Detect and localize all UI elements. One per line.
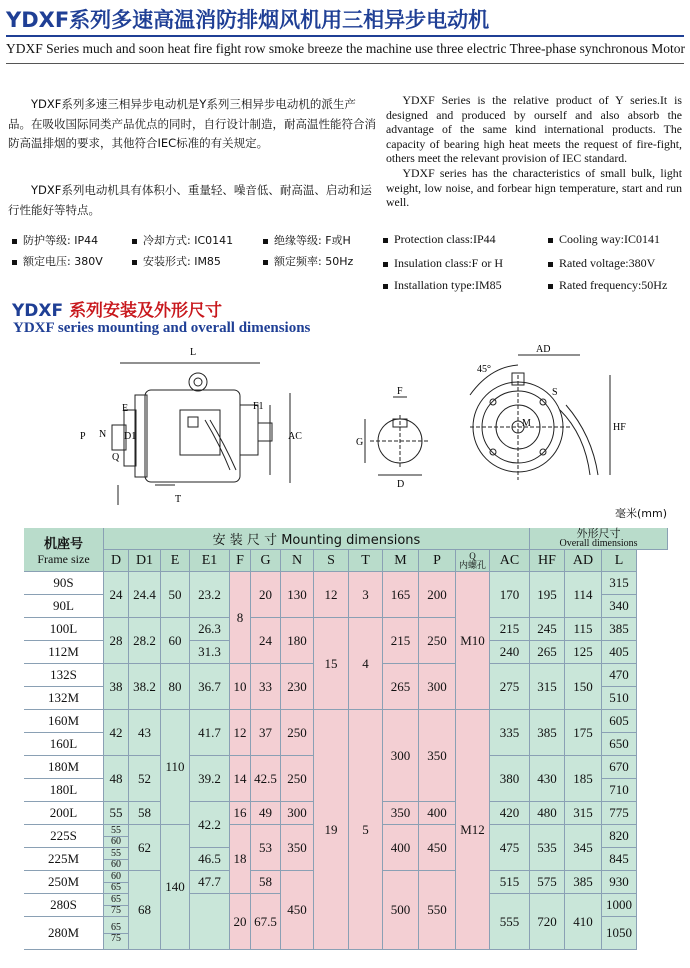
cell-d: 48 xyxy=(104,756,129,802)
title-en: YDXF Series much and soon heat fire fight row smoke breeze the machine use three electric Three-phase synchronous Motor xyxy=(6,41,686,56)
header-col-d: D xyxy=(104,550,129,572)
cell-g: 24 xyxy=(251,618,281,664)
frame-size-160m: 160M xyxy=(24,710,104,733)
cell-hf: 315 xyxy=(530,664,565,710)
cell-p: 450 xyxy=(419,825,456,871)
cell-l: 405 xyxy=(602,641,637,664)
label-M: M xyxy=(522,418,531,429)
cell-ad: 115 xyxy=(565,618,602,641)
label-HF: HF xyxy=(613,422,626,433)
header-frame xyxy=(24,528,104,572)
label-D1: D1 xyxy=(124,431,137,442)
cell-ac: 240 xyxy=(490,641,530,664)
cell-e1: 36.7 xyxy=(190,664,230,710)
spec-text: Cooling way:IC0141 xyxy=(559,232,660,246)
cell-n: 250 xyxy=(281,710,314,756)
cell-f: 20 xyxy=(230,894,251,950)
frame-size-280m: 280M xyxy=(24,917,104,950)
title-rule xyxy=(6,35,684,37)
header-col-q-sub: 内螺孔 xyxy=(458,559,486,570)
cell-d-sub: 60 xyxy=(111,858,121,870)
frame-size-250m: 250M xyxy=(24,871,104,894)
spec-text: 额定频率: 50Hz xyxy=(274,255,354,268)
cell-hf: 265 xyxy=(530,641,565,664)
cell-p: 550 xyxy=(419,871,456,950)
cell-ac: 380 xyxy=(490,756,530,802)
cell-d-split xyxy=(104,848,129,871)
cell-l: 710 xyxy=(602,779,637,802)
header-col-q xyxy=(456,550,490,572)
cell-d-split xyxy=(104,917,129,950)
cell-e: 80 xyxy=(161,664,190,710)
cell-d-split xyxy=(104,825,129,848)
cell-l: 315 xyxy=(602,572,637,595)
cell-p: 400 xyxy=(419,802,456,825)
label-G: G xyxy=(356,437,364,448)
cell-ad: 114 xyxy=(565,572,602,618)
cell-d1: 38.2 xyxy=(129,664,161,710)
label-E: E xyxy=(122,403,129,414)
cell-n: 300 xyxy=(281,802,314,825)
cell-l: 470 xyxy=(602,664,637,687)
intro-en-2: YDXF series has the characteristics of small bulk, light weight, low noise, and forbear hign temperature, start and run well. xyxy=(386,165,682,210)
spec-cn-voltage xyxy=(12,253,103,269)
header-frame-cn: 机座号 xyxy=(43,536,83,552)
header-col-p: P xyxy=(419,550,456,572)
cell-e1-empty xyxy=(190,894,230,950)
spec-en-protection xyxy=(383,232,496,247)
side-view-drawing xyxy=(112,363,290,505)
frame-size-132m: 132M xyxy=(24,687,104,710)
subtitle-rule xyxy=(6,63,684,64)
frame-size-180m: 180M xyxy=(24,756,104,779)
dimension-drawings xyxy=(0,335,690,505)
header-frame-en: Frame size xyxy=(37,551,90,566)
cell-ac: 555 xyxy=(490,894,530,950)
intro-cn-1: YDXF系列多速三相异步电动机是Y系列三相异步电动机的派生产品。在吸收国际同类产品优点的同时，自行设计制造，耐高温性能符合消防高温排烟的要求，其他符合IEC标准的有关规定。 xyxy=(8,97,376,150)
cell-hf: 195 xyxy=(530,572,565,618)
cell-g: 53 xyxy=(251,825,281,871)
cell-t: 3 xyxy=(349,572,383,618)
cell-f: 8 xyxy=(230,572,251,664)
cell-hf: 385 xyxy=(530,710,565,756)
cell-e1: 42.2 xyxy=(190,802,230,848)
frame-size-90s: 90S xyxy=(24,572,104,595)
spec-cn-protection xyxy=(12,232,98,248)
spec-cn-insulation xyxy=(263,232,351,248)
header-overall xyxy=(530,528,668,550)
cell-g: 42.5 xyxy=(251,756,281,802)
header-col-e1: E1 xyxy=(190,550,230,572)
header-overall-cn: 外形尺寸 xyxy=(576,526,621,540)
cell-hf: 720 xyxy=(530,894,565,950)
cell-s: 15 xyxy=(314,618,349,710)
cell-d-sub: 65 xyxy=(111,881,121,893)
cell-l: 385 xyxy=(602,618,637,641)
header-overall-en: Overall dimensions xyxy=(559,537,638,549)
cell-g: 33 xyxy=(251,664,281,710)
header-col-f: F xyxy=(230,550,251,572)
cell-e: 140 xyxy=(161,825,190,950)
cell-ad: 315 xyxy=(565,802,602,825)
cell-ad: 150 xyxy=(565,664,602,710)
cell-m: 300 xyxy=(383,710,419,802)
cell-p: 350 xyxy=(419,710,456,802)
frame-size-200l: 200L xyxy=(24,802,104,825)
spec-en-voltage xyxy=(548,256,655,271)
frame-size-180l: 180L xyxy=(24,779,104,802)
cell-l: 845 xyxy=(602,848,637,871)
label-angle: 45° xyxy=(477,364,491,375)
cell-ac: 515 xyxy=(490,871,530,894)
spec-text: 绝缘等级: F或H xyxy=(274,234,351,247)
header-col-m: M xyxy=(383,550,419,572)
spec-text: 冷却方式: IC0141 xyxy=(143,234,234,247)
cell-d-sub: 65 xyxy=(104,895,128,906)
cell-d-sub: 55 xyxy=(104,826,128,837)
cell-g: 37 xyxy=(251,710,281,756)
cell-f: 12 xyxy=(230,710,251,756)
cell-d-sub: 55 xyxy=(104,849,128,860)
cell-d1: 28.2 xyxy=(129,618,161,664)
cell-m: 265 xyxy=(383,664,419,710)
cell-ac: 275 xyxy=(490,664,530,710)
cell-e1: 46.5 xyxy=(190,848,230,871)
header-col-s: S xyxy=(314,550,349,572)
spec-cn-mounting xyxy=(132,253,221,269)
cell-m: 500 xyxy=(383,871,419,950)
spec-text: Protection class:IP44 xyxy=(394,232,496,246)
cell-g: 49 xyxy=(251,802,281,825)
label-T: T xyxy=(175,494,182,505)
label-Q: Q xyxy=(112,452,120,463)
cell-l: 1000 xyxy=(602,894,637,917)
header-col-t: T xyxy=(349,550,383,572)
label-L: L xyxy=(190,347,197,358)
cell-d-sub: 75 xyxy=(111,932,121,944)
frame-size-280s: 280S xyxy=(24,894,104,917)
header-col-n: N xyxy=(281,550,314,572)
cell-hf: 535 xyxy=(530,825,565,871)
cell-f: 18 xyxy=(230,825,251,894)
cell-g: 67.5 xyxy=(251,894,281,950)
cell-p: 300 xyxy=(419,664,456,710)
cell-p: 250 xyxy=(419,618,456,664)
frame-size-225s: 225S xyxy=(24,825,104,848)
header-mounting: 安 装 尺 寸 Mounting dimensions xyxy=(104,528,530,550)
cell-t: 4 xyxy=(349,618,383,710)
cell-p: 200 xyxy=(419,572,456,618)
cell-f: 14 xyxy=(230,756,251,802)
cell-l: 605 xyxy=(602,710,637,733)
cell-ad: 410 xyxy=(565,894,602,950)
cell-n: 250 xyxy=(281,756,314,802)
cell-n: 230 xyxy=(281,664,314,710)
frame-size-90l: 90L xyxy=(24,595,104,618)
cell-hf: 430 xyxy=(530,756,565,802)
header-col-e: E xyxy=(161,550,190,572)
cell-hf: 480 xyxy=(530,802,565,825)
cell-m: 215 xyxy=(383,618,419,664)
header-col-g: G xyxy=(251,550,281,572)
cell-d1: 62 xyxy=(129,825,161,871)
cell-e1: 26.3 xyxy=(190,618,230,641)
cell-d: 28 xyxy=(104,618,129,664)
label-F: F xyxy=(397,386,403,397)
cell-q: M12 xyxy=(456,710,490,950)
cell-ad: 185 xyxy=(565,756,602,802)
cell-n: 180 xyxy=(281,618,314,664)
cell-m: 400 xyxy=(383,825,419,871)
cell-e1: 41.7 xyxy=(190,710,230,756)
cell-m: 350 xyxy=(383,802,419,825)
cell-ac: 335 xyxy=(490,710,530,756)
cell-l: 670 xyxy=(602,756,637,779)
cell-d: 42 xyxy=(104,710,129,756)
cell-l: 930 xyxy=(602,871,637,894)
cell-d-sub: 65 xyxy=(104,923,128,934)
header-col-d1: D1 xyxy=(129,550,161,572)
header-col-ac: AC xyxy=(490,550,530,572)
cell-l: 1050 xyxy=(602,917,637,950)
cell-e1: 47.7 xyxy=(190,871,230,894)
cell-ad: 175 xyxy=(565,710,602,756)
cell-ad: 345 xyxy=(565,825,602,871)
cell-e1: 31.3 xyxy=(190,641,230,664)
cell-l: 510 xyxy=(602,687,637,710)
section-title-cn xyxy=(12,296,222,321)
cell-e: 50 xyxy=(161,572,190,618)
label-F1: F1 xyxy=(253,401,264,412)
cell-e1: 39.2 xyxy=(190,756,230,802)
frame-size-112m: 112M xyxy=(24,641,104,664)
title-cn: YDXF系列多速高温消防排烟风机用三相异步电动机 xyxy=(6,8,490,32)
frame-size-225m: 225M xyxy=(24,848,104,871)
cell-l: 775 xyxy=(602,802,637,825)
spec-text: Installation type:IM85 xyxy=(394,278,502,292)
cell-t: 5 xyxy=(349,710,383,950)
cell-ac: 170 xyxy=(490,572,530,618)
spec-cn-frequency xyxy=(263,253,353,269)
cell-g: 20 xyxy=(251,572,281,618)
cell-d-split xyxy=(104,871,129,894)
spec-text: Insulation class:F or H xyxy=(394,256,503,270)
spec-text: 额定电压: 380V xyxy=(23,255,103,268)
spec-text: Rated voltage:380V xyxy=(559,256,656,270)
cell-e: 110 xyxy=(161,710,190,825)
cell-f: 16 xyxy=(230,802,251,825)
cell-l: 340 xyxy=(602,595,637,618)
intro-en-1: YDXF Series is the relative product of Y series.It is designed and produced by ourself and also absorb the advantage of the same kind international products. The capacity of bearing high heat meets the request of fire-fight, others meet the relevant provision of IEC standard. xyxy=(386,93,682,166)
header-col-q-letter: Q xyxy=(469,550,476,561)
cell-g: 58 xyxy=(251,871,281,894)
frame-size-160l: 160L xyxy=(24,733,104,756)
front-view-drawing xyxy=(470,355,610,480)
cell-d1: 43 xyxy=(129,710,161,756)
section-title-main: 系列安装及外形尺寸 xyxy=(69,301,223,321)
label-D: D xyxy=(397,479,405,490)
cell-e1: 23.2 xyxy=(190,572,230,618)
cell-ac: 475 xyxy=(490,825,530,871)
label-P: P xyxy=(80,431,86,442)
cell-ac: 215 xyxy=(490,618,530,641)
cell-d1: 68 xyxy=(129,871,161,950)
unit-label: 毫米(mm) xyxy=(615,507,668,520)
spec-cn-cooling xyxy=(132,232,233,248)
cell-q: M10 xyxy=(456,572,490,710)
cell-n: 450 xyxy=(281,871,314,950)
cell-ad: 125 xyxy=(565,641,602,664)
spec-en-cooling xyxy=(548,232,660,247)
spec-en-insulation xyxy=(383,256,503,271)
cell-l: 650 xyxy=(602,733,637,756)
cell-hf: 575 xyxy=(530,871,565,894)
intro-cn-2: YDXF系列电动机具有体积小、重量轻、噪音低、耐高温、启动和运行性能好等特点。 xyxy=(8,183,372,217)
section-title-prefix: YDXF xyxy=(12,301,70,321)
intro-en xyxy=(386,93,682,210)
cell-d-sub: 75 xyxy=(111,904,121,916)
label-AD: AD xyxy=(536,344,551,355)
cell-d: 38 xyxy=(104,664,129,710)
cell-d1: 24.4 xyxy=(129,572,161,618)
label-S: S xyxy=(552,387,558,398)
cell-d: 55 xyxy=(104,802,129,825)
spec-en-frequency xyxy=(548,278,667,293)
spec-text: Rated frequency:50Hz xyxy=(559,278,668,292)
frame-size-100l: 100L xyxy=(24,618,104,641)
cell-hf: 245 xyxy=(530,618,565,641)
cell-s: 19 xyxy=(314,710,349,950)
cell-ac: 420 xyxy=(490,802,530,825)
cell-d1: 58 xyxy=(129,802,161,825)
header-col-hf: HF xyxy=(530,550,565,572)
cell-ad: 385 xyxy=(565,871,602,894)
spec-en-installation xyxy=(383,278,502,293)
cell-d: 24 xyxy=(104,572,129,618)
cell-d-sub: 60 xyxy=(104,872,128,883)
cell-d1: 52 xyxy=(129,756,161,802)
cell-n: 350 xyxy=(281,825,314,871)
cell-s: 12 xyxy=(314,572,349,618)
section-title-en: YDXF series mounting and overall dimensions xyxy=(13,320,311,336)
frame-size-132s: 132S xyxy=(24,664,104,687)
cell-m: 165 xyxy=(383,572,419,618)
spec-text: 安装形式: IM85 xyxy=(143,255,221,268)
label-N: N xyxy=(99,429,107,440)
cell-e: 60 xyxy=(161,618,190,664)
cell-n: 130 xyxy=(281,572,314,618)
cell-d-sub: 60 xyxy=(111,835,121,847)
cell-f: 10 xyxy=(230,664,251,710)
cell-l: 820 xyxy=(602,825,637,848)
header-col-ad: AD xyxy=(565,550,602,572)
spec-text: 防护等级: IP44 xyxy=(23,234,99,247)
cell-d-split xyxy=(104,894,129,917)
shaft-end-drawing xyxy=(365,397,430,475)
label-AC: AC xyxy=(288,431,302,442)
header-col-l: L xyxy=(602,550,637,572)
